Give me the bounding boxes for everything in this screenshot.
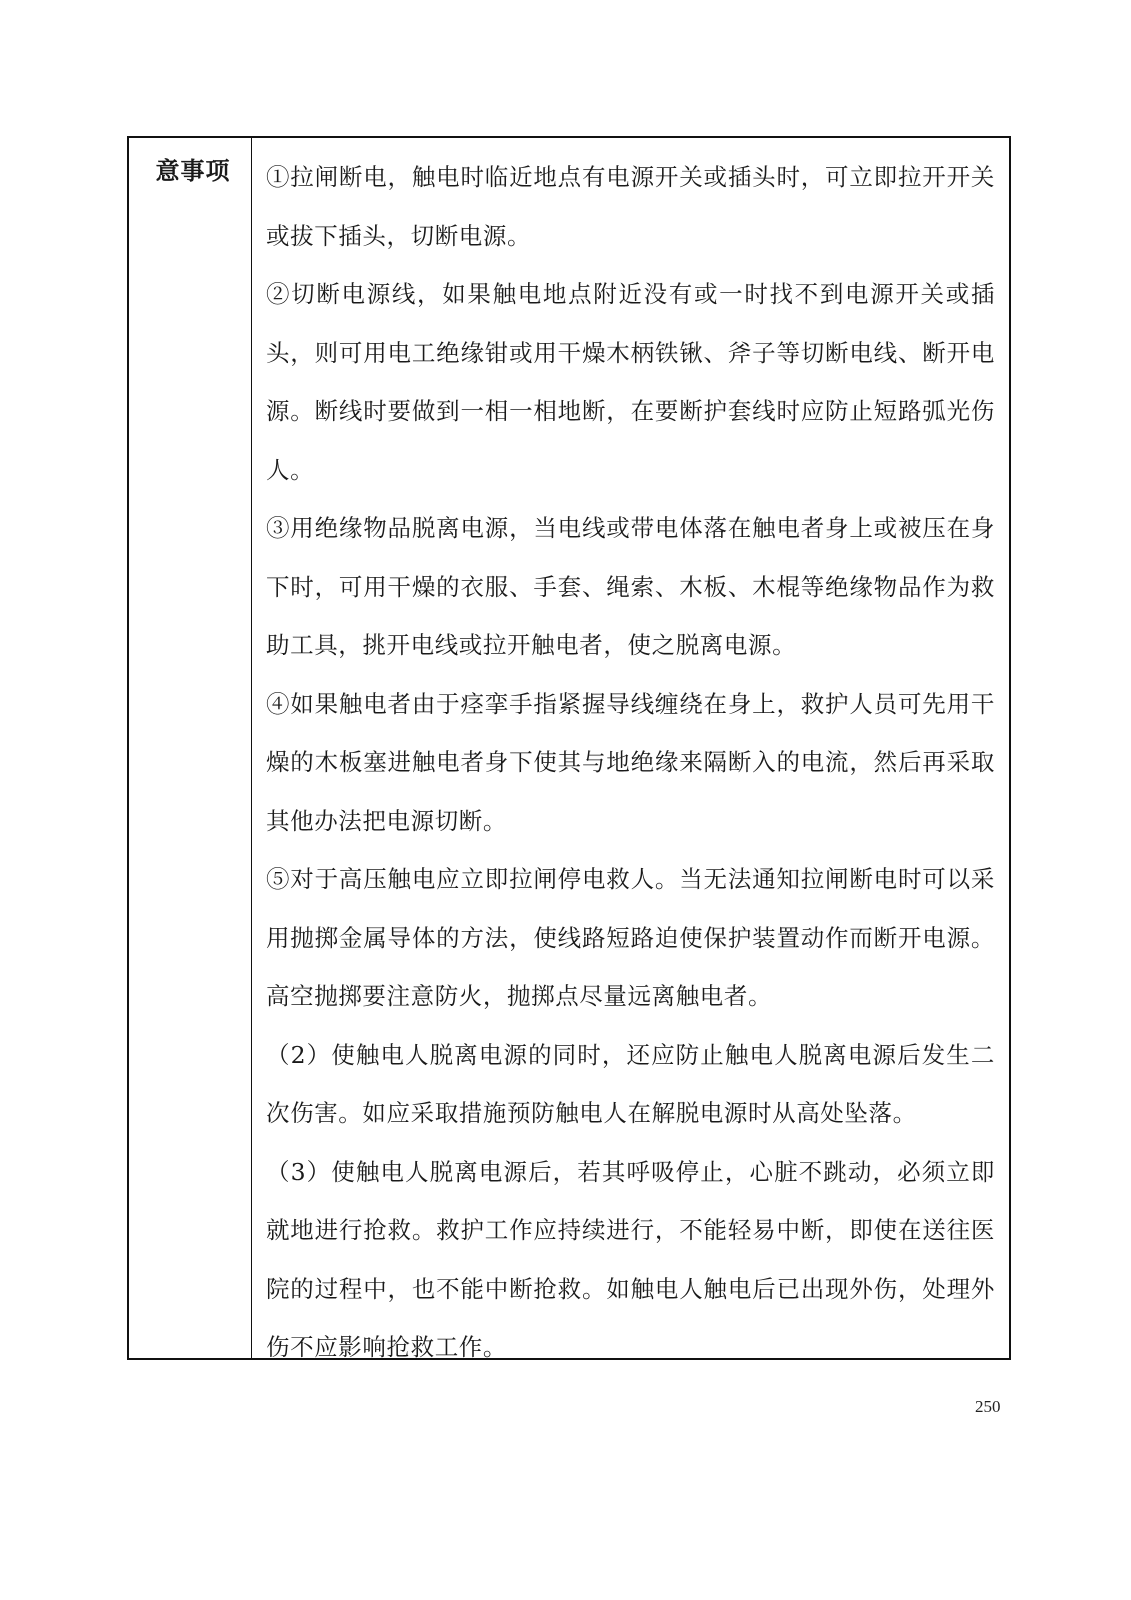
label-cell xyxy=(129,138,252,1358)
content-cell xyxy=(252,138,1009,1361)
notes-table xyxy=(127,136,1011,1360)
page-number: 250 xyxy=(975,1397,1001,1416)
paragraph-step-5: ⑤对于高压触电应立即拉闸停电救人。当无法通知拉闸断电时可以采用抛掷金属导体的方法，使线路短路迫使保护装置动作而断开电源。高空抛掷要注意防火，抛掷点尽量远离触电者。 xyxy=(266,865,995,1010)
paragraph-step-4: ④如果触电者由于痉挛手指紧握导线缠绕在身上，救护人员可先用干燥的木板塞进触电者身下使其与地绝缘来隔断入的电流，然后再采取其他办法把电源切断。 xyxy=(266,689,995,835)
paragraph-item-2: （2）使触电人脱离电源的同时，还应防止触电人脱离电源后发生二次伤害。如应采取措施预防触电人在解脱电源时从高处坠落。 xyxy=(266,1040,995,1127)
paragraph-step-1: ①拉闸断电，触电时临近地点有电源开关或插头时，可立即拉开开关或拔下插头，切断电源。 xyxy=(266,163,995,250)
paragraph-step-3: ③用绝缘物品脱离电源，当电线或带电体落在触电者身上或被压在身下时，可用干燥的衣服、手套、绳索、木板、木棍等绝缘物品作为救助工具，挑开电线或拉开触电者，使之脱离电源。 xyxy=(266,514,995,659)
paragraph-item-3: （3）使触电人脱离电源后，若其呼吸停止，心脏不跳动，必须立即就地进行抢救。救护工作应持续进行，不能轻易中断，即使在送往医院的过程中，也不能中断抢救。如触电人触电后已出现外伤，处理外伤不应影响抢救工作。 xyxy=(266,1157,995,1361)
paragraph-step-2: ②切断电源线，如果触电地点附近没有或一时找不到电源开关或插头，则可用电工绝缘钳或用干燥木柄铁锹、斧子等切断电线、断开电源。断线时要做到一相一相地断，在要断护套线时应防止短路弧光伤人。 xyxy=(266,280,995,484)
row-label: 意事项 xyxy=(155,157,231,185)
